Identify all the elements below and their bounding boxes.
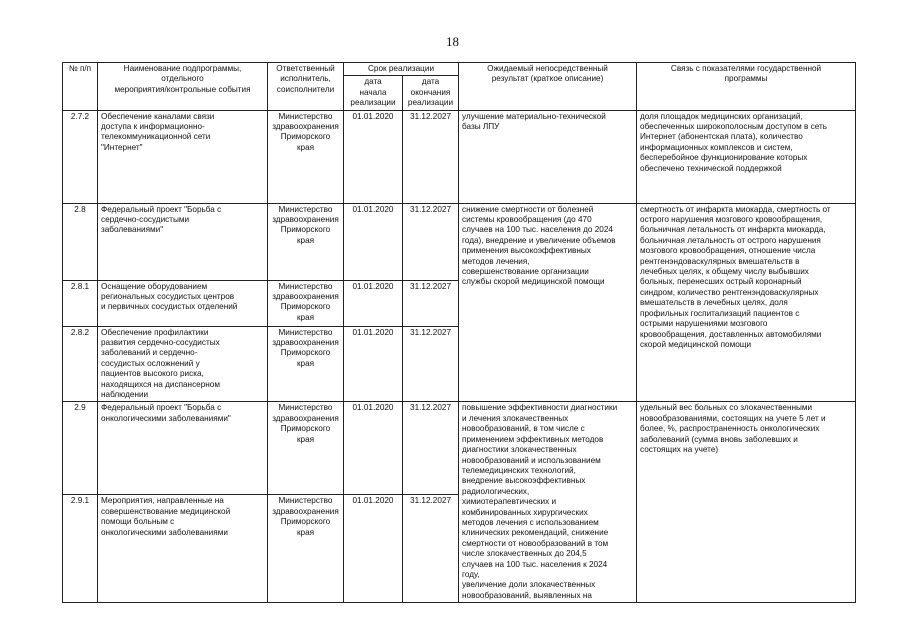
row-link: смертность от инфаркта миокарда, смертность от острого нарушения мозгового кровообращения, больничная летальность от инфаркта миокарда, больничная летальность от острого нарушения мозгового кровообращения, отношение числа рентгенэндоваскулярных вмешательств в лечебных целях, к общему числу выбывших больных, перенесших острый коронарный синдром, количество рентгенэндоваскулярных вмешательств в лечебных целях, доля профильных госпитализаций пациентов с острыми нарушениями мозгового кровообращения, доставленных автомобилями скорой медицинской помощи — [637, 203, 856, 402]
row-result: снижение смертности от болезней системы кровообращения (до 470 случаев на 100 тыс. населения до 2024 года), внедрение и увеличение объемов применения высокоэффективных методов лечения, совершенствование организации службы скорой медицинской помощи — [459, 203, 637, 402]
row-num: 2.8.2 — [63, 326, 98, 402]
row-link: доля площадок медицинских организаций, обеспеченных широкополосным доступом в сеть Интернет (абонентская плата), количество информационных комплексов и систем, бесперебойное функционирование которых обеспечено технической поддержкой — [637, 110, 856, 203]
header-start: дата начала реализации — [344, 76, 403, 110]
row-end: 31.12.2027 — [403, 203, 459, 280]
row-result: улучшение материально-технической базы ЛПУ — [459, 110, 637, 203]
table-row — [63, 402, 856, 495]
row-link: удельный вес больных со злокачественными новообразованиями, состоящих на учете 5 лет и более, %, распространенность онкологических заболеваний (сумма вновь заболевших и состоящих на учете) — [637, 402, 856, 603]
row-start: 01.01.2020 — [344, 402, 403, 495]
row-name: Обеспечение каналами связи доступа к информационно- телекоммуникационной сети "Интернет" — [98, 110, 268, 203]
row-executor: Министерство здравоохранения Приморского края — [268, 495, 344, 603]
row-result: повышение эффективности диагностики и лечения злокачественных новообразований, в том числе с применением эффективных методов диагностики злокачественных новообразований и использованием телемедицинских технологий, внедрение высокоэффективных радиологических, химиотерапевтических и комбинированных хирургических методов лечения с использованием клинических рекомендаций, снижение смертности от новообразований в том числе злокачественных до 204,5 случаев на 100 тыс. населения к 2024 году, увеличение доли злокачественных новообразований, выявленных на — [459, 402, 637, 603]
row-executor: Министерство здравоохранения Приморского края — [268, 280, 344, 326]
row-executor: Министерство здравоохранения Приморского края — [268, 203, 344, 280]
row-num: 2.7.2 — [63, 110, 98, 203]
row-start: 01.01.2020 — [344, 280, 403, 326]
header-term: Срок реализации — [344, 63, 459, 76]
table-row — [63, 203, 856, 280]
page-number: 18 — [446, 34, 459, 49]
row-start: 01.01.2020 — [344, 110, 403, 203]
row-start: 01.01.2020 — [344, 495, 403, 603]
row-end: 31.12.2027 — [403, 402, 459, 495]
row-executor: Министерство здравоохранения Приморского края — [268, 110, 344, 203]
row-name: Федеральный проект "Борьба с онкологическими заболеваниями" — [98, 402, 268, 495]
row-name: Обеспечение профилактики развития сердечно-сосудистых заболеваний и сердечно- сосудистых осложнений у пациентов высокого риска, находящихся на диспансерном наблюдении — [98, 326, 268, 402]
row-start: 01.01.2020 — [344, 326, 403, 402]
row-num: 2.8.1 — [63, 280, 98, 326]
header-executor: Ответственный исполнитель, соисполнители — [268, 63, 344, 111]
row-end: 31.12.2027 — [403, 280, 459, 326]
row-num: 2.8 — [63, 203, 98, 280]
header-row — [63, 63, 856, 76]
row-executor: Министерство здравоохранения Приморского края — [268, 402, 344, 495]
header-name: Наименование подпрограммы, отдельного мероприятия/контрольные события — [98, 63, 268, 111]
table-row — [63, 110, 856, 203]
row-end: 31.12.2027 — [403, 495, 459, 603]
header-result: Ожидаемый непосредственный результат (краткое описание) — [459, 63, 637, 111]
row-name: Федеральный проект "Борьба с сердечно-сосудистыми заболеваниями" — [98, 203, 268, 280]
row-num: 2.9.1 — [63, 495, 98, 603]
row-num: 2.9 — [63, 402, 98, 495]
row-end: 31.12.2027 — [403, 326, 459, 402]
row-name: Оснащение оборудованием региональных сосудистых центров и первичных сосудистых отделений — [98, 280, 268, 326]
row-name: Мероприятия, направленные на совершенствование медицинской помощи больным с онкологическими заболеваниями — [98, 495, 268, 603]
header-link: Связь с показателями государственной программы — [637, 63, 856, 111]
header-num: № п/п — [63, 63, 98, 111]
program-table — [62, 62, 856, 603]
header-end: дата окончания реализации — [403, 76, 459, 110]
row-start: 01.01.2020 — [344, 203, 403, 280]
row-executor: Министерство здравоохранения Приморского края — [268, 326, 344, 402]
row-end: 31.12.2027 — [403, 110, 459, 203]
